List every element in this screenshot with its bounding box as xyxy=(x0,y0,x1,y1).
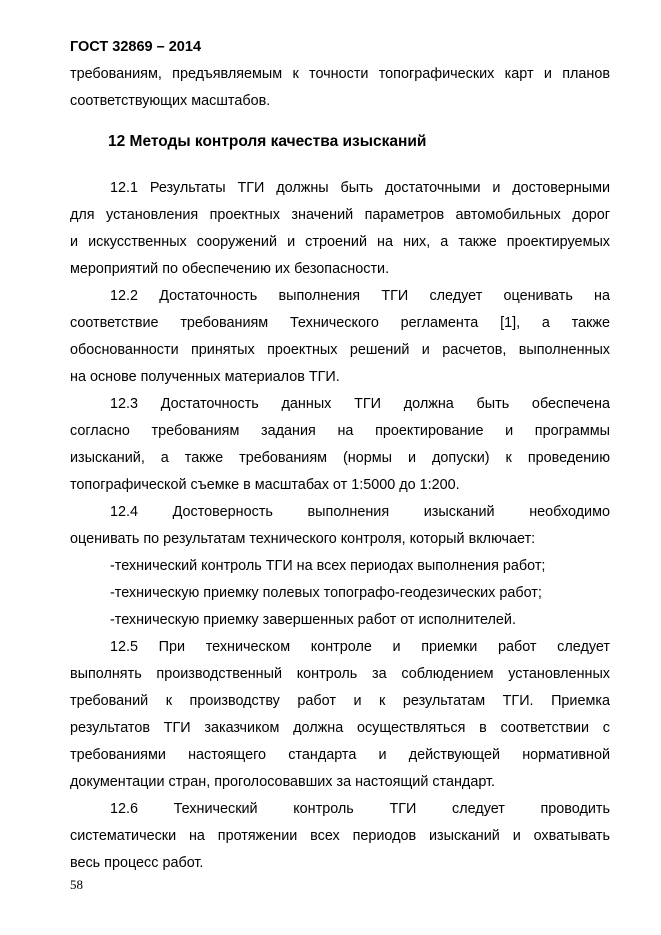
text-line: изысканий, а также требованиям (нормы и допуски) к проведению xyxy=(70,450,610,466)
text-line: систематически на протяжении всех периодов изысканий и охватывать xyxy=(70,828,610,844)
page-number: 58 xyxy=(70,877,83,892)
section-body xyxy=(70,175,610,877)
text-line: выполнять производственный контроль за соблюдением установленных xyxy=(70,666,610,682)
text-line: документации стран, проголосовавших за настоящий стандарт. xyxy=(70,774,496,790)
text-line: требований к производству работ и к результатам ТГИ. Приемка xyxy=(70,693,610,709)
text-line: весь процесс работ. xyxy=(70,855,204,871)
text-line: и искусственных сооружений и строений на них, а также проектируемых xyxy=(70,234,610,250)
text-line: соответствующих масштабов. xyxy=(70,93,271,109)
text-line: на основе полученных материалов ТГИ. xyxy=(70,369,340,385)
text-line: требованиям, предъявляемым к точности топографических карт и планов xyxy=(70,66,610,82)
text-line: обоснованности принятых проектных решений и расчетов, выполненных xyxy=(70,342,610,358)
intro-paragraph xyxy=(70,61,610,115)
paragraph-first-line: 12.5 При техническом контроле и приемки работ следует xyxy=(110,639,610,655)
list-item: -техническую приемку полевых топографо-геодезических работ; xyxy=(110,585,542,601)
text-line: для установления проектных значений параметров автомобильных дорог xyxy=(70,207,610,223)
paragraph-first-line: 12.1 Результаты ТГИ должны быть достаточными и достоверными xyxy=(110,180,610,196)
paragraph-first-line: 12.4 Достоверность выполнения изысканий необходимо xyxy=(110,504,610,520)
paragraph-first-line: 12.3 Достаточность данных ТГИ должна быть обеспечена xyxy=(110,396,610,412)
paragraph-first-line: 12.2 Достаточность выполнения ТГИ следует оценивать на xyxy=(110,288,610,304)
document-header: ГОСТ 32869 – 2014 xyxy=(70,39,202,55)
text-line: результатов ТГИ заказчиком должна осуществляться в соответствии с xyxy=(70,720,610,736)
text-line: соответствие требованиям Технического регламента [1], а также xyxy=(70,315,610,331)
text-line: оценивать по результатам технического контроля, который включает: xyxy=(70,531,536,547)
list-item: -технический контроль ТГИ на всех периодах выполнения работ; xyxy=(110,558,546,574)
text-line: мероприятий по обеспечению их безопасности. xyxy=(70,261,390,277)
section-title: 12 Методы контроля качества изысканий xyxy=(108,133,427,150)
text-line: требованиями настоящего стандарта и действующей нормативной xyxy=(70,747,610,763)
list-item: -техническую приемку завершенных работ от исполнителей. xyxy=(110,612,516,628)
text-line: согласно требованиям задания на проектирование и программы xyxy=(70,423,610,439)
text-line: топографической съемке в масштабах от 1:5000 до 1:200. xyxy=(70,477,460,493)
paragraph-first-line: 12.6 Технический контроль ТГИ следует проводить xyxy=(110,801,610,817)
